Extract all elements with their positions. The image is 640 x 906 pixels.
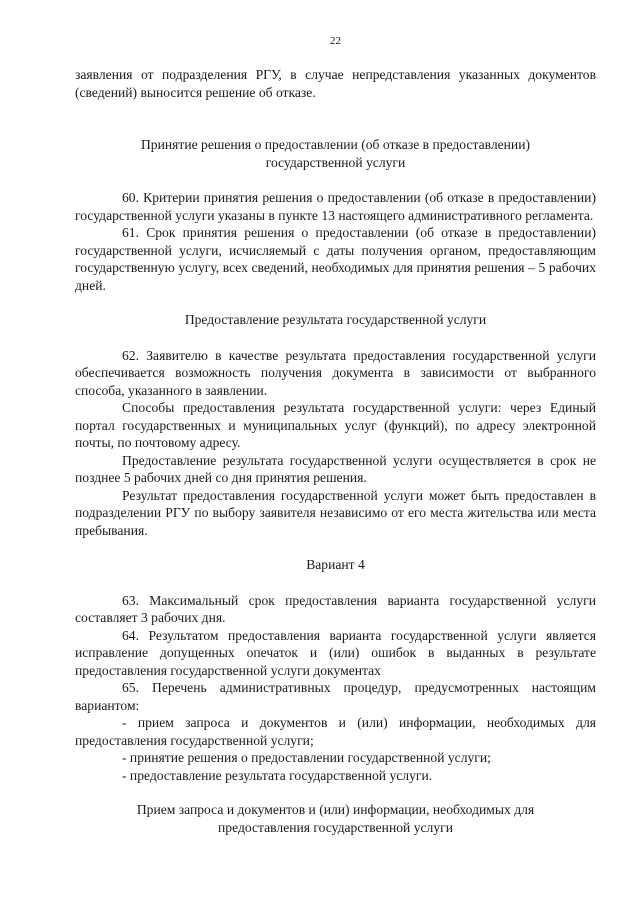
paragraph-delivery-location: Результат предоставления государственной услуги может быть предоставлен в подразделении РГУ по выбору заявителя независимо от его места жительства или места пребывания. <box>75 487 596 538</box>
paragraph-63: 63. Максимальный срок предоставления варианта государственной услуги составляет 3 рабочих дня. <box>75 592 596 625</box>
paragraph-delivery-methods: Способы предоставления результата государственной услуги: через Единый портал государственных и муниципальных услуг (функций), по адресу электронной почты, по почтовому адресу. <box>75 400 596 450</box>
section-variant-4 <box>75 556 596 784</box>
spacer <box>75 171 596 189</box>
list-item-result: - предоставление результата государственной услуги. <box>122 767 433 783</box>
paragraph-65: 65. Перечень административных процедур, предусмотренных настоящим вариантом: <box>75 680 596 713</box>
section-heading-intake-line2: предоставления государственной услуги <box>218 819 453 835</box>
list-item-intake: - прием запроса и документов и (или) информации, необходимых для предоставления государственной услуги; <box>75 715 596 748</box>
spacer <box>75 574 596 592</box>
paragraph-60: 60. Критерии принятия решения о предоставлении (об отказе в предоставлении) государственной услуги указаны в пункте 13 настоящего административного регламента. <box>75 190 596 223</box>
paragraph-61: 61. Срок принятия решения о предоставлении (об отказе в предоставлении) государственной услуги, исчисляемый с даты получения органом, предоставляющим государственную услугу, всех сведений, необходимых для принятия решения – 5 рабочих дней. <box>75 225 596 293</box>
section-heading-variant: Вариант 4 <box>306 557 365 572</box>
spacer <box>75 329 596 347</box>
paragraph-62: 62. Заявителю в качестве результата предоставления государственной услуги обеспечивается возможность получения документа в зависимости от выбранного способа, указанного в заявлении. <box>75 347 596 398</box>
spacer <box>75 539 596 556</box>
section-heading-decision-line1: Принятие решения о предоставлении (об отказе в предоставлении) <box>140 137 531 152</box>
spacer <box>75 101 596 136</box>
section-result <box>75 311 596 539</box>
section-intake <box>75 801 596 836</box>
spacer <box>75 784 596 801</box>
paragraph-64: 64. Результатом предоставления варианта государственной услуги является исправление допущенных опечаток и (или) ошибок в выданных в результате предоставления государственной услуги документах <box>75 627 596 678</box>
continuation-paragraph: заявления от подразделения РГУ, в случае непредставления указанных документов (сведений) выносится решение об отказе. <box>75 67 596 100</box>
list-item-decision: - принятие решения о предоставлении государственной услуги; <box>122 750 491 765</box>
paragraph-delivery-deadline: Предоставление результата государственной услуги осуществляется в срок не позднее 5 рабочих дней со дня принятия решения. <box>75 452 596 485</box>
section-heading-result: Предоставление результата государственной услуги <box>184 312 487 327</box>
page-number: 22 <box>330 35 341 47</box>
section-decision <box>75 136 596 294</box>
spacer <box>75 294 596 311</box>
section-heading-intake-line1: Прием запроса и документов и (или) информации, необходимых для <box>136 802 535 817</box>
section-heading-decision-line2: государственной услуги <box>265 154 406 170</box>
